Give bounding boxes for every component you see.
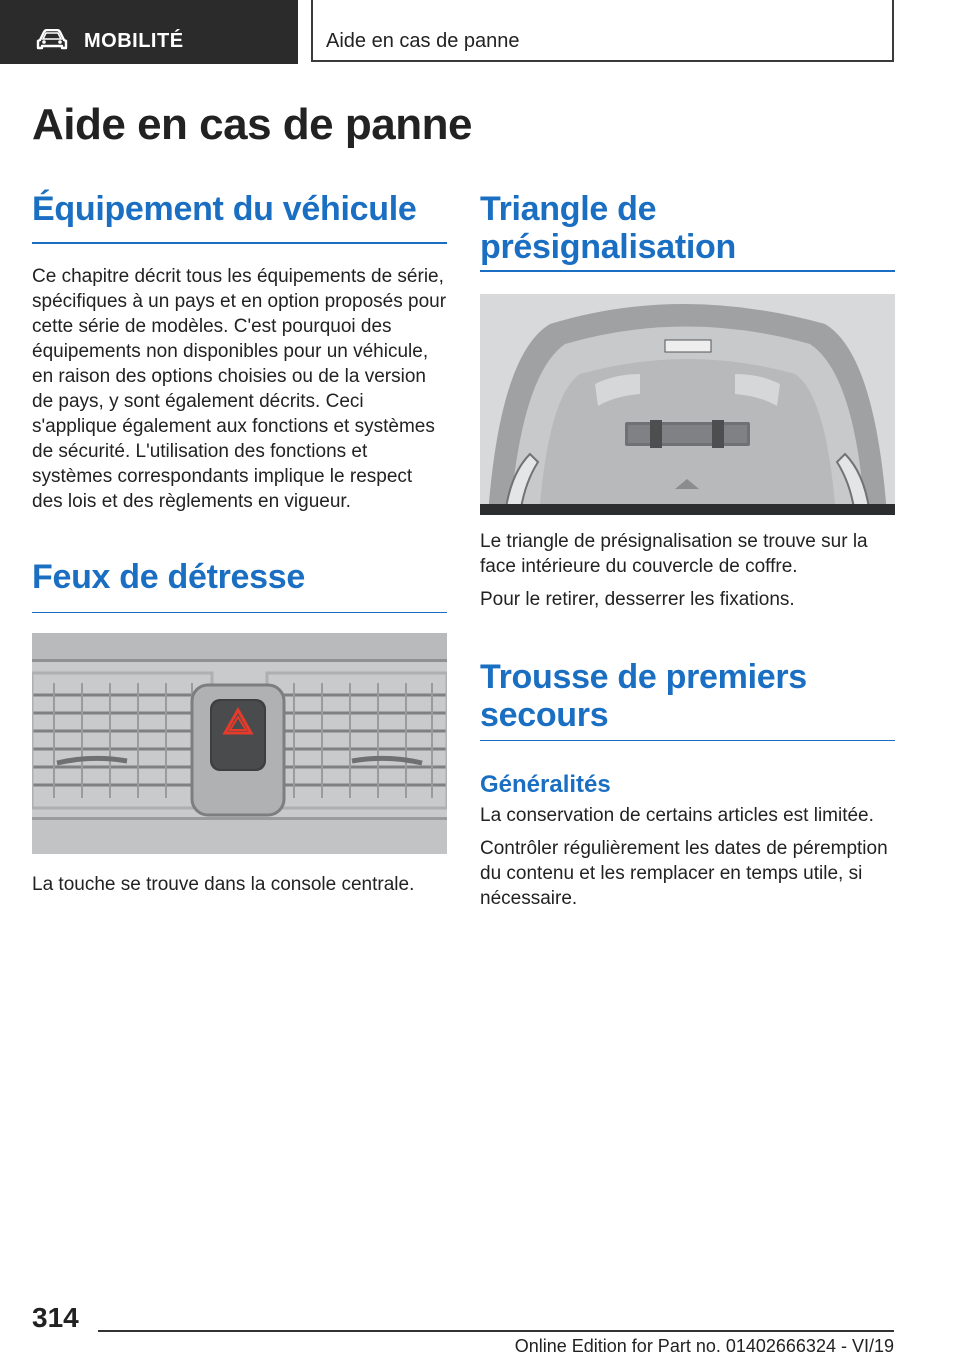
vehicle-equipment-text: Ce chapitre décrit tous les équipements de série, spécifiques à un pays et en option proposés pour cette série de modèles. C'est pourquoi des équipements non disponibles pour un véhicule, en raison des options choisies ou de la version de pays, y sont également décrits. Ceci s'applique également aux fonctions et systèmes de sécurité. L'utilisation des fonctions et systèmes correspondants implique le respect des lois et des règlements en vigueur. [32,265,447,512]
hazard-lights-text: La touche se trouve dans la console centrale. [32,874,415,895]
section-tab [0,0,298,64]
left-column [32,190,447,897]
first-aid-kit-heading: Trousse de premiers secours [480,657,807,734]
right-column [480,190,895,911]
hazard-button-image [32,633,447,854]
car-icon [36,29,68,51]
heading-rule [32,612,447,614]
warning-triangle-image [480,294,895,515]
page-title: Aide en cas de panne [32,100,472,149]
hazard-lights-heading: Feux de détresse [32,557,305,596]
footer-rule [98,1330,894,1332]
heading-rule [480,740,895,742]
heading-rule [480,270,895,272]
page-number: 314 [32,1302,79,1333]
breadcrumb [311,0,894,62]
vehicle-equipment-heading: Équipement du véhicule [32,190,417,228]
breadcrumb-label: Aide en cas de panne [326,30,520,52]
general-text-2: Contrôler régulièrement les dates de péremption du contenu et les remplacer en temps utile, si nécessaire. [480,838,888,909]
warning-triangle-text-2: Pour le retirer, desserrer les fixations. [480,588,795,610]
warning-triangle-heading: Triangle de présignalisation [480,190,736,266]
edition-note: Online Edition for Part no. 01402666324 - VI/19 [514,1336,894,1356]
warning-triangle-text-1: Le triangle de présignalisation se trouve sur la face intérieure du couvercle de coffre. [480,530,868,577]
general-heading: Généralités [480,771,611,798]
general-text-1: La conservation de certains articles est limitée. [480,805,874,826]
section-label: MOBILITÉ [84,30,184,52]
heading-rule [32,242,447,244]
